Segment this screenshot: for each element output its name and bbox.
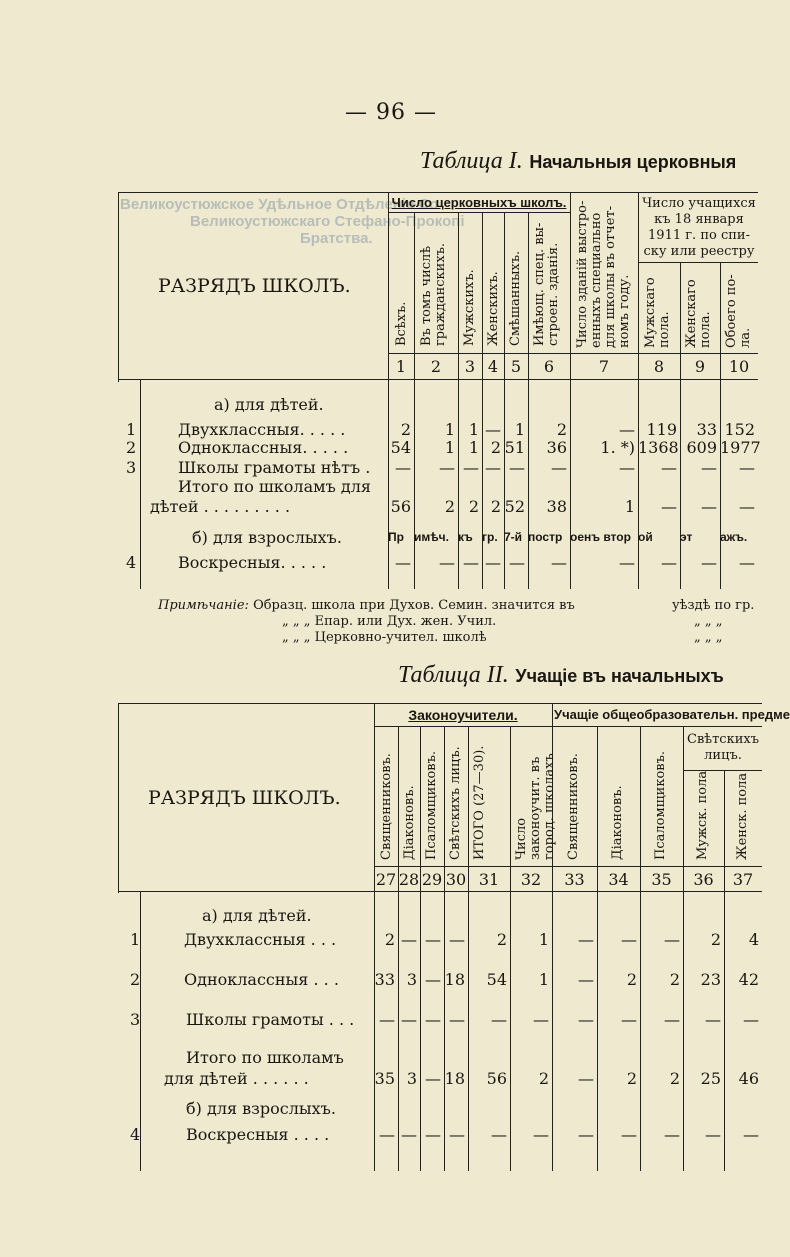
t2-total-cell: 56: [486, 1069, 507, 1088]
t1-col-header: Женскаго пола.: [684, 279, 713, 348]
t2-cell: —: [705, 1010, 721, 1029]
t2-row-number: 2: [130, 970, 141, 989]
t1-row-label: Одноклассныя. . . . .: [178, 438, 349, 457]
t1-col-header: Смѣшанныхъ.: [508, 250, 523, 346]
table2-title: [398, 662, 724, 689]
t2-total-cell: 46: [738, 1069, 759, 1088]
t1-cell: 2: [556, 420, 567, 439]
t1-section-b-cell: эт: [680, 530, 693, 544]
t1-corner-label: РАЗРЯДЪ ШКОЛЪ.: [158, 275, 351, 297]
t2-total-cell: 2: [626, 1069, 637, 1088]
t2-cell: 4: [748, 930, 759, 949]
t2-row4-cell: —: [425, 1125, 441, 1144]
t1-cell: 152: [724, 420, 755, 439]
t2-cell: 42: [738, 970, 759, 989]
t1-cell: 609: [686, 438, 717, 457]
t2-section-b: б) для взрослыхъ.: [186, 1099, 336, 1118]
note-lead: Примѣчаніе:: [158, 598, 249, 613]
t1-col-header: Мужскихъ.: [462, 269, 477, 346]
t2-total-cell: —: [578, 1069, 594, 1088]
t1-col-header: Всѣхъ.: [394, 301, 409, 346]
t1-row4-cell: —: [551, 553, 567, 572]
t1-row-number: 4: [126, 553, 137, 572]
t1-cell: 1368: [638, 438, 679, 457]
t2-row4-cell: —: [401, 1125, 417, 1144]
t1-total-cell: 56: [390, 497, 411, 516]
t1-row-number: 3: [126, 458, 137, 477]
t2-total-label: для дѣтей . . . . . .: [164, 1069, 309, 1088]
t1-total-cell: —: [701, 497, 717, 516]
t2-col-number: 30: [445, 870, 467, 889]
t1-num-rule: [388, 353, 758, 354]
t2-total-cell: 35: [374, 1069, 395, 1088]
t2-cell: —: [578, 930, 594, 949]
t1-col-number: 3: [464, 357, 476, 376]
t2-row-number: 4: [130, 1125, 141, 1144]
t2-row-number: 3: [130, 1010, 141, 1029]
t1-row4-cell: —: [701, 553, 717, 572]
t1-row-number: 1: [126, 420, 137, 439]
stamp-line: Великоустюжскаго Стефано-Прокопі: [190, 213, 465, 230]
table1-title-italic: Таблица I.: [420, 148, 523, 174]
t2-total-cell: 2: [669, 1069, 680, 1088]
t1-row4-cell: —: [619, 553, 635, 572]
t2-row4-cell: —: [449, 1125, 465, 1144]
t2-col-header: Женск. пола: [735, 772, 750, 860]
t2-total-cell: 3: [406, 1069, 417, 1088]
t2-col-header: Свѣтскихъ лицъ.: [448, 746, 463, 860]
t1-col-header: Обоего пола.: [724, 274, 753, 348]
t1-cell: 1: [444, 420, 455, 439]
t2-col-number: 35: [651, 870, 672, 889]
t1-row4-cell: —: [439, 553, 455, 572]
t1-cell: —: [739, 458, 755, 477]
t1-col-number: 2: [430, 357, 442, 376]
t1-section-b-cell: постр: [528, 530, 563, 544]
t1-section-b-cell: оенъ втор: [570, 530, 631, 544]
t2-cell: 33: [374, 970, 395, 989]
t2-total-cell: 18: [444, 1069, 465, 1088]
t2-cell: —: [578, 970, 594, 989]
t2-total-cell: —: [425, 1069, 441, 1088]
t1-section-b: б) для взрослыхъ.: [192, 528, 342, 547]
t1-col-number: 5: [510, 357, 522, 376]
t2-section-a: а) для дѣтей.: [202, 906, 312, 925]
t2-cell: —: [743, 1010, 759, 1029]
t2-num-rule: [374, 866, 762, 867]
t1-cell: 1: [514, 420, 525, 439]
t1-total-cell: 2: [444, 497, 455, 516]
t1-group-rule: [388, 212, 570, 213]
t2-col-header: Псаломщиковъ.: [653, 751, 668, 860]
t1-cell: —: [619, 420, 635, 439]
t2-cell: —: [578, 1010, 594, 1029]
t2-col-header: Діаконовъ.: [610, 785, 625, 860]
t2-row4-cell: —: [705, 1125, 721, 1144]
t2-cell: 1: [538, 930, 549, 949]
t1-section-b-cell: Пр: [388, 530, 404, 544]
t1-section-b-cell: гр.: [482, 530, 498, 544]
t1-note-right: „ „ „: [694, 630, 723, 645]
t2-left-rule: [118, 703, 119, 893]
t2-cell: —: [621, 930, 637, 949]
t2-header-rule: [118, 891, 762, 892]
t1-total-label: Итого по школамъ для: [178, 477, 371, 496]
t1-total-cell: 1: [624, 497, 635, 516]
t2-row-number: 1: [130, 930, 141, 949]
t2-row4-cell: —: [379, 1125, 395, 1144]
t1-col-number: 7: [598, 357, 610, 376]
t1-total-cell: —: [739, 497, 755, 516]
t2-col-number: 28: [398, 870, 420, 889]
t2-corner-label: РАЗРЯДЪ ШКОЛЪ.: [148, 787, 341, 809]
t2-total-cell: 25: [700, 1069, 721, 1088]
t2-cell: —: [533, 1010, 549, 1029]
table2-title-italic: Таблица II.: [398, 662, 509, 688]
t2-cell: 1: [538, 970, 549, 989]
t1-col-number: 6: [543, 357, 555, 376]
t1-cell: 1977: [720, 438, 761, 457]
t2-cell: 2: [669, 970, 680, 989]
t2-col-header: Діаконовъ.: [402, 785, 417, 860]
t2-row-label: Одноклассныя . . .: [184, 970, 339, 989]
t1-col-header: Женскихъ.: [486, 271, 501, 346]
t1-cell: —: [701, 458, 717, 477]
t2-col-number: 36: [693, 870, 714, 889]
t1-row-number: 2: [126, 438, 137, 457]
t1-cell: —: [551, 458, 567, 477]
t1-section-b-cell: имѣч.: [414, 530, 449, 544]
t1-row4-cell: —: [661, 553, 677, 572]
t2-cell: —: [401, 930, 417, 949]
t2-group-law: Законоучители.: [408, 707, 518, 723]
t2-col-number: 31: [478, 870, 500, 889]
t2-cell: —: [621, 1010, 637, 1029]
note-lead: „ „ „: [282, 630, 311, 645]
t1-cell: —: [661, 458, 677, 477]
t1-cell: 33: [696, 420, 717, 439]
t2-top-rule: [118, 703, 762, 704]
t1-row-label: Школы грамоты нѣтъ .: [178, 458, 371, 477]
t1-note: [282, 630, 487, 645]
t2-cell: 2: [710, 930, 721, 949]
t1-col-number: 9: [694, 357, 706, 376]
t1-rownum-rule: [140, 379, 141, 589]
t1-cell: 1: [444, 438, 455, 457]
t1-section-a: а) для дѣтей.: [214, 395, 324, 414]
t2-cell: 23: [700, 970, 721, 989]
t1-row4-cell: —: [395, 553, 411, 572]
t1-col-number: 1: [395, 357, 407, 376]
t2-group-secular: Свѣтскихъ лицъ.: [687, 732, 759, 763]
t1-cell: —: [485, 420, 501, 439]
t1-col-header: Въ томъ числѣ гражданскихъ.: [419, 242, 448, 346]
note-text: Епар. или Дух. жен. Учил.: [314, 614, 497, 629]
t2-cell: —: [425, 1010, 441, 1029]
t2-row4-cell: —: [578, 1125, 594, 1144]
t1-col-number: 10: [728, 357, 750, 376]
t1-cell: 2: [400, 420, 411, 439]
t1-total-cell: 2: [468, 497, 479, 516]
t1-cell: —: [463, 458, 479, 477]
t2-col-header: Мужск. пола: [695, 770, 710, 860]
note-text: Церковно-учител. школѣ: [314, 630, 487, 645]
t2-total-label: Итого по школамъ: [186, 1048, 344, 1067]
t1-cell: —: [395, 458, 411, 477]
t2-group-general: Учащіе общеобразовательн. предме: [554, 707, 790, 722]
t1-row4-cell: —: [739, 553, 755, 572]
table1-title-rest: Начальныя церковныя: [529, 152, 737, 172]
t2-row4-cell: —: [491, 1125, 507, 1144]
t1-col-header: Мужскаго пола.: [643, 277, 672, 348]
t2-cell: —: [449, 1010, 465, 1029]
t2-col-number: 37: [732, 870, 754, 889]
note-lead: „ „ „: [282, 614, 311, 629]
t2-row4-cell: —: [664, 1125, 680, 1144]
t1-cell: —: [485, 458, 501, 477]
t1-section-b-cell: 7-й: [504, 530, 523, 544]
t2-row-label: Школы грамоты . . .: [186, 1010, 355, 1029]
t1-cell: 51: [504, 438, 525, 457]
t1-cell: 1. *): [600, 438, 635, 457]
t1-total-cell: 38: [546, 497, 567, 516]
t1-note-right: „ „ „: [694, 614, 723, 629]
t2-col-header: ИТОГО (27—30).: [472, 745, 487, 860]
stamp-line: Братства.: [300, 230, 373, 247]
t1-cell: 36: [546, 438, 567, 457]
t1-section-b-cell: ой: [638, 530, 653, 544]
stamp-line: Великоустюжское Удѣльное Отдѣленіе Со: [120, 196, 439, 213]
t2-cell: —: [425, 970, 441, 989]
t1-total-label: дѣтей . . . . . . . . .: [150, 497, 291, 516]
t2-cell: —: [491, 1010, 507, 1029]
t2-col-header: Священниковъ.: [566, 753, 581, 860]
t1-row-label: Двухклассныя. . . . .: [178, 420, 346, 439]
t2-cell: 2: [384, 930, 395, 949]
t2-total-cell: 2: [538, 1069, 549, 1088]
t1-top-rule: [118, 192, 758, 193]
t1-col-number: 8: [653, 357, 665, 376]
t2-col-header: Псаломщиковъ.: [424, 751, 439, 860]
t2-cell: 18: [444, 970, 465, 989]
t1-row4-cell: —: [509, 553, 525, 572]
t1-col-header: Имѣющ. спец. выстроен. зданія.: [532, 222, 561, 346]
t1-cell: 54: [390, 438, 411, 457]
t1-cell: 1: [468, 438, 479, 457]
t1-total-cell: 52: [504, 497, 525, 516]
t2-col-number: 34: [608, 870, 629, 889]
t1-col-header: Число зданій выстроенныхъ специально для школы въ отчетномъ году.: [575, 200, 632, 348]
t1-cell: —: [509, 458, 525, 477]
t2-cell: —: [664, 1010, 680, 1029]
t2-row4-cell: —: [621, 1125, 637, 1144]
t1-cell: —: [619, 458, 635, 477]
t2-cell: 3: [406, 970, 417, 989]
t2-col-number: 32: [520, 870, 542, 889]
t1-cell: 119: [646, 420, 677, 439]
t2-row4-cell: —: [533, 1125, 549, 1144]
t1-note: [158, 598, 575, 613]
t1-total-cell: —: [661, 497, 677, 516]
t2-col-number: 33: [564, 870, 585, 889]
t1-note-right: уѣздѣ по гр.: [672, 598, 755, 613]
t1-row-label: Воскресныя. . . . .: [178, 553, 327, 572]
t1-cell: —: [439, 458, 455, 477]
t1-col-number: 4: [487, 357, 499, 376]
t2-col-header: Число законоучит. въ город. школахъ: [514, 753, 557, 860]
t1-group-students: Число учащихся къ 18 января 1911 г. по списку или реестру: [642, 196, 756, 259]
t2-cell: —: [401, 1010, 417, 1029]
t1-section-b-cell: ажъ.: [720, 530, 748, 544]
t1-cell: 1: [468, 420, 479, 439]
t2-cell: 2: [626, 970, 637, 989]
t2-row-label: Воскресныя . . . .: [186, 1125, 330, 1144]
t2-col-number: 27: [375, 870, 397, 889]
t2-row-label: Двухклассныя . . .: [184, 930, 337, 949]
t2-col-header: Священниковъ.: [379, 753, 394, 860]
t1-total-cell: 2: [490, 497, 501, 516]
t1-group-schools: Число церковныхъ школъ.: [391, 195, 567, 210]
t1-note: [282, 614, 496, 629]
t1-left-rule: [118, 192, 119, 382]
t2-cell: —: [664, 930, 680, 949]
t2-group-rule: [374, 726, 762, 727]
t1-row4-cell: —: [463, 553, 479, 572]
note-text: Образц. школа при Духов. Семин. значится въ: [253, 598, 575, 613]
t2-col-number: 29: [421, 870, 443, 889]
t2-row4-cell: —: [743, 1125, 759, 1144]
table2-title-rest: Учащіе въ начальныхъ: [515, 666, 724, 686]
t2-cell: —: [449, 930, 465, 949]
t1-row4-cell: —: [485, 553, 501, 572]
t2-cell: —: [425, 930, 441, 949]
t2-cell: —: [379, 1010, 395, 1029]
t2-cell: 54: [486, 970, 507, 989]
t1-cell: 2: [490, 438, 501, 457]
t1-header-rule: [118, 379, 758, 380]
t1-group-rule: [638, 262, 758, 263]
table1-title: [420, 148, 736, 175]
page-number: — 96 —: [345, 100, 437, 125]
t1-section-b-cell: къ: [458, 530, 473, 544]
t2-cell: 2: [496, 930, 507, 949]
